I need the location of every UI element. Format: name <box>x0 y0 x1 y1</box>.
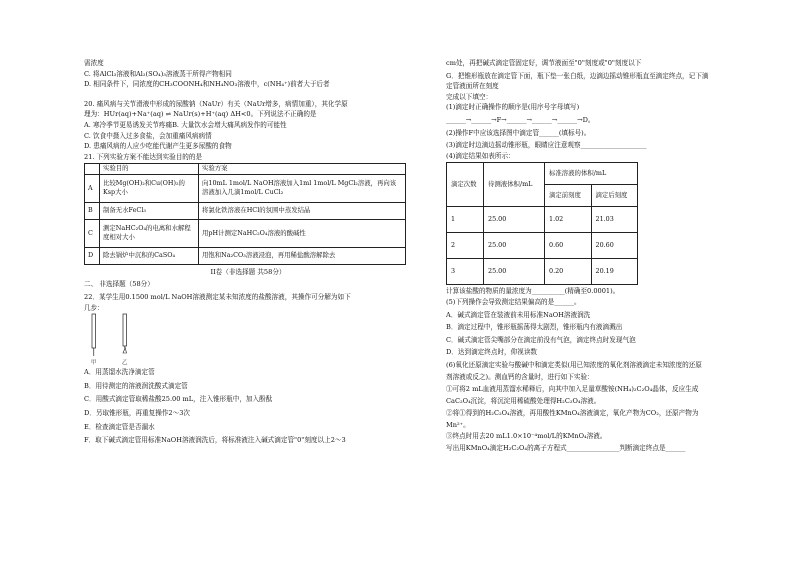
tube-label: 乙 <box>122 360 128 366</box>
table-cell: 用饱和Na₂CO₃溶液浸泡，再用稀盐酸溶解除去 <box>199 247 406 264</box>
table-cell: 25.00 <box>484 233 545 259</box>
question-20-stem: 理为：HUr(aq)+Na⁺(aq) ⇌ NaUr(s)+H⁺(aq) ΔH<0。下列说法不正确的是 <box>84 110 317 119</box>
question-22-stem: 22．某学生用0.1500 mol/L NaOH溶液测定某未知浓度的盐酸溶液，其操作可分解为如下 <box>84 293 351 302</box>
text-line: D. 相同条件下，同浓度的CH₃COONH₄和NH₄NO₃溶液中，c(NH₄⁺)前者大于后者 <box>84 80 330 89</box>
text-line: 计算该盐酸的物质的量浓度为__________(精确至0.0001)。 <box>446 287 620 296</box>
table-cell: 2 <box>447 233 484 259</box>
table-cell: 3 <box>447 259 484 285</box>
table-cell: 20.19 <box>591 259 638 285</box>
table-row <box>85 202 406 219</box>
table-cell: D <box>85 247 100 264</box>
table-row <box>447 233 638 259</box>
table-cell: 1.02 <box>545 207 592 233</box>
burette-figure <box>84 313 412 365</box>
table-cell: 21.03 <box>591 207 638 233</box>
table-cell: 除去锅炉中沉积的CaSO₄ <box>100 247 199 264</box>
burette-diagram <box>84 313 144 365</box>
table-cell: C <box>85 219 100 247</box>
table-cell: 向10mL 1mol/L NaOH溶液加入1ml 1mol/L MgCl₂溶液，再向该溶液加入几滴1mol/L CuCl₂ <box>199 174 406 202</box>
question-21-stem: 21. 下列实验方案不能达到实验目的的是 <box>84 152 203 161</box>
step-line: A．用蒸馏水洗净滴定管 <box>84 368 155 377</box>
table-row <box>447 207 638 233</box>
table-cell: 25.00 <box>484 259 545 285</box>
option-line: B．滴定过程中，锥形瓶摇荡得太剧烈，锥形瓶内有液滴溅出 <box>446 323 623 332</box>
table-cell: 标准溶液的体积/mL <box>545 163 638 185</box>
experiment-table <box>84 163 406 265</box>
text-line: ③终点时用去20 mL1.0×10⁻⁴mol/L的KMnO₄溶液。 <box>446 432 607 441</box>
left-column <box>84 58 412 446</box>
text-line: Mn²⁺。 <box>446 420 470 429</box>
table-cell: 将氯化铁溶液在HCl的氛围中蒸发结晶 <box>199 202 406 219</box>
table-cell: 测定NaHC₂O₄的电离和水解程度相对大小 <box>100 219 199 247</box>
table-cell: 1 <box>447 207 484 233</box>
table-cell <box>85 164 100 175</box>
text-line: (1)滴定时正确操作的顺序是(用序号字母填写) <box>446 103 580 112</box>
step-line: C．用酸式滴定管取稀盐酸25.00 mL，注入锥形瓶中，加入酚酞 <box>84 395 273 404</box>
table-cell: 0.20 <box>545 259 592 285</box>
table-cell: 比较Mg(OH)₂和Cu(OH)₂的Ksp大小 <box>100 174 199 202</box>
table-row <box>447 259 638 285</box>
option-line: D. 患痛风病的人应少吃能代谢产生更多尿酸的食物 <box>84 142 232 151</box>
step-line: B．用待测定的溶液润洗酸式滴定管 <box>84 381 188 390</box>
table-cell: B <box>85 202 100 219</box>
table-cell: 制备无水FeCl₃ <box>100 202 199 219</box>
titration-results-table <box>446 162 638 285</box>
table-cell: 25.00 <box>484 207 545 233</box>
burette-tube-yi <box>123 314 127 346</box>
burette-tube-jia <box>92 314 96 348</box>
table-cell: 用pH计测定NaHC₂O₄溶液的酸碱性 <box>199 219 406 247</box>
text-line: (4)滴定结果如表所示： <box>446 151 515 160</box>
table-row <box>85 174 406 202</box>
table-cell: 滴定后刻度 <box>591 185 638 207</box>
table-cell: 0.60 <box>545 233 592 259</box>
text-line: cm处，再把碱式滴定管固定好，调节液面至"0"刻度或"0"刻度以下 <box>446 59 642 67</box>
text-line: 完成以下填空： <box>446 92 493 101</box>
fill-blank-line: ______→______→F→______→______→______→D。 <box>446 115 595 124</box>
text-line: ②将①得到的H₂C₂O₄溶液，再用酸性KMnO₄溶液滴定，氧化产物为CO₂，还原产物为 <box>446 409 699 418</box>
text-line: (5)下列操作会导致测定结果偏高的是______。 <box>446 297 581 306</box>
table-row <box>85 247 406 264</box>
text-line: G．把锥形瓶放在滴定管下面，瓶下垫一张白纸，边滴边摇动锥形瓶直至滴定终点，记下滴 <box>446 71 709 80</box>
table-cell: A <box>85 174 100 202</box>
section-title: 二、 非选择题（58分） <box>84 280 154 289</box>
table-cell: 滴定前刻度 <box>545 185 592 207</box>
question-20-stem: 20. 痛风病与关节滑液中形成的尿酸钠（NaUr）有关（NaUr增多，病情加重），其化学原 <box>84 99 348 108</box>
tube-label: 甲 <box>91 360 97 366</box>
text-line: 剂溶液或反之)。测血钙的含量时，进行如下实验： <box>446 372 594 381</box>
table-header-row <box>447 163 638 185</box>
step-line: D．另取锥形瓶，再重复操作2～3次 <box>84 409 190 417</box>
step-line: F．取下碱式滴定管用标准NaOH溶液润洗后，将标准液注入碱式滴定管"0"刻度以上2～3 <box>84 436 346 445</box>
table-cell: 实验方案 <box>199 164 406 175</box>
option-line: C. 饮食中摄入过多食盐，会加重痛风病病情 <box>84 131 212 140</box>
step-line: E．检查滴定管是否漏水 <box>84 422 155 431</box>
text-line: ①可将2 mL血液用蒸馏水稀释后，向其中加入足量草酸铵(NH₄)₂C₂O₄晶体，反应生成 <box>446 385 699 394</box>
text-line: 写出用KMnO₄滴定H₂C₂O₄的离子方程式________________判断滴定终点是______ <box>446 444 686 453</box>
text-line: (6)氧化还原滴定实验与酸碱中和滴定类似(用已知浓度的氧化剂溶液滴定未知浓度的还原 <box>446 360 702 369</box>
text-line: C. 将AlCl₃溶液和Al₂(SO₄)₃溶液蒸干所得产物相同 <box>84 69 232 78</box>
table-cell: 20.60 <box>591 233 638 259</box>
text-line: 定管液面所在刻度 <box>446 82 499 91</box>
right-column <box>446 58 776 454</box>
text-line: (2)操作F中应该选择图中滴定管______(填标号)。 <box>446 128 591 137</box>
text-line: CaC₂O₄沉淀，将沉淀用稀硫酸处理得H₂C₂O₄溶液。 <box>446 396 601 405</box>
option-line: C．碱式滴定管尖嘴部分在滴定前没有气泡，滴定终点时发现气泡 <box>446 335 636 344</box>
option-line: A．碱式滴定管在装液前未用标准NaOH溶液润洗 <box>446 310 591 319</box>
text-line: 需浓度 <box>84 59 104 67</box>
burette-tip-yi <box>123 346 127 353</box>
table-cell: 滴定次数 <box>447 163 484 207</box>
table-cell: 待测液体积/mL <box>484 163 545 207</box>
option-line: D．达到滴定终点时，仰视读数 <box>446 348 538 357</box>
table-cell: 实验目的 <box>100 164 199 175</box>
question-22-stem: 几步： <box>84 303 104 312</box>
text-line: (3)滴定时边滴边摇动锥形瓶，眼睛应注意观察____________________ <box>446 141 647 150</box>
table-row <box>85 219 406 247</box>
part-title: II卷（非选择题 共58分） <box>210 267 286 276</box>
option-line: A. 寒冷季节更易诱发关节疼痛B. 大量饮水会增大痛风病发作的可能性 <box>84 120 287 129</box>
table-header-row <box>85 164 406 175</box>
